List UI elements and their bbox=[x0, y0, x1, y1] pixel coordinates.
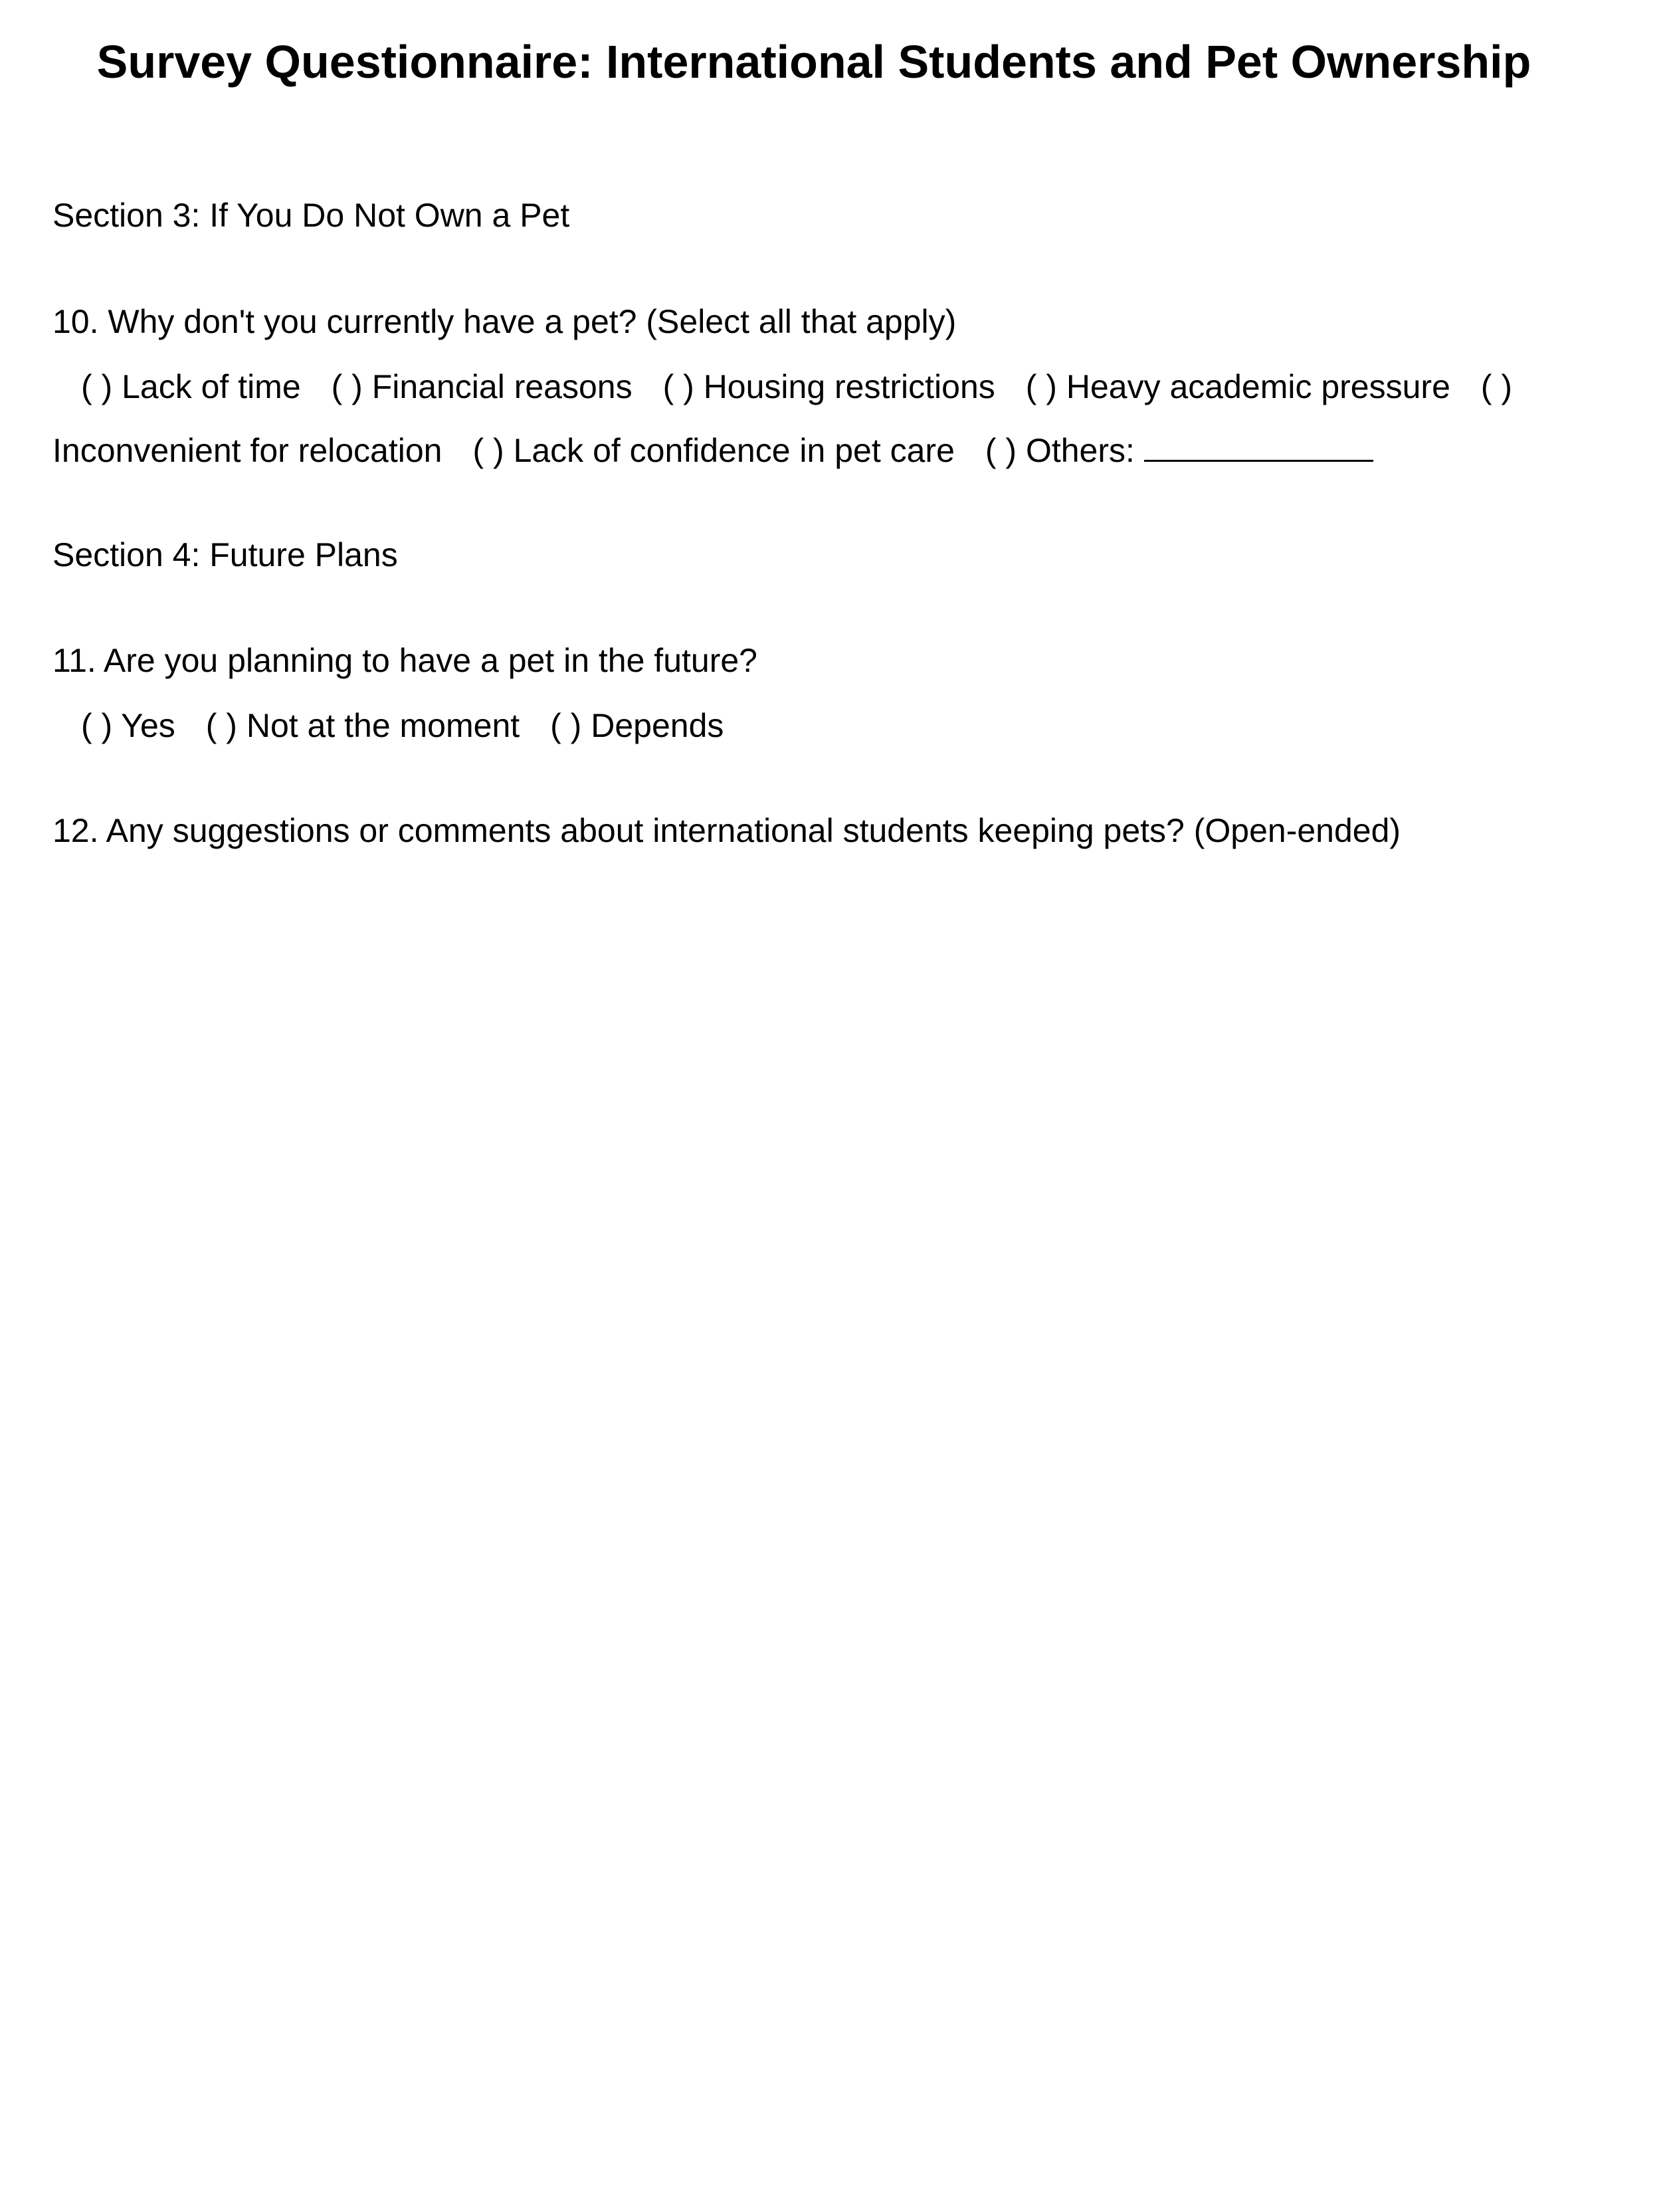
question-10-options-row-2 bbox=[52, 429, 1404, 472]
section-3-heading: Section 3: If You Do Not Own a Pet bbox=[52, 197, 570, 234]
option-not-at-the-moment[interactable]: ( ) Not at the moment bbox=[205, 707, 520, 744]
option-financial-reasons[interactable]: ( ) Financial reasons bbox=[331, 368, 633, 405]
section-4-heading: Section 4: Future Plans bbox=[52, 536, 398, 573]
option-depends[interactable]: ( ) Depends bbox=[550, 707, 724, 744]
option-inconvenient-for-relocation: Inconvenient for relocation bbox=[52, 432, 442, 469]
question-12-text: 12. Any suggestions or comments about international students keeping pets? (Open-ended) bbox=[52, 812, 1401, 849]
option-housing-restrictions[interactable]: ( ) Housing restrictions bbox=[662, 368, 995, 405]
question-11-text: 11. Are you planning to have a pet in the future? bbox=[52, 642, 757, 679]
option-others[interactable] bbox=[985, 429, 1373, 472]
question-10-options-row-1 bbox=[81, 365, 1512, 408]
page-title: Survey Questionnaire: International Students and Pet Ownership bbox=[96, 36, 1531, 88]
option-inconvenient-for-relocation-checkbox[interactable]: ( ) bbox=[1480, 368, 1513, 405]
option-yes[interactable]: ( ) Yes bbox=[81, 707, 175, 744]
option-heavy-academic-pressure[interactable]: ( ) Heavy academic pressure bbox=[1025, 368, 1450, 405]
option-others-label[interactable]: ( ) Others: bbox=[985, 432, 1135, 469]
option-lack-of-time[interactable]: ( ) Lack of time bbox=[81, 368, 301, 405]
question-10-text: 10. Why don't you currently have a pet? (Select all that apply) bbox=[52, 303, 957, 340]
option-lack-of-confidence[interactable]: ( ) Lack of confidence in pet care bbox=[472, 432, 955, 469]
others-blank-line[interactable] bbox=[1144, 431, 1373, 462]
question-11-options bbox=[81, 704, 724, 747]
